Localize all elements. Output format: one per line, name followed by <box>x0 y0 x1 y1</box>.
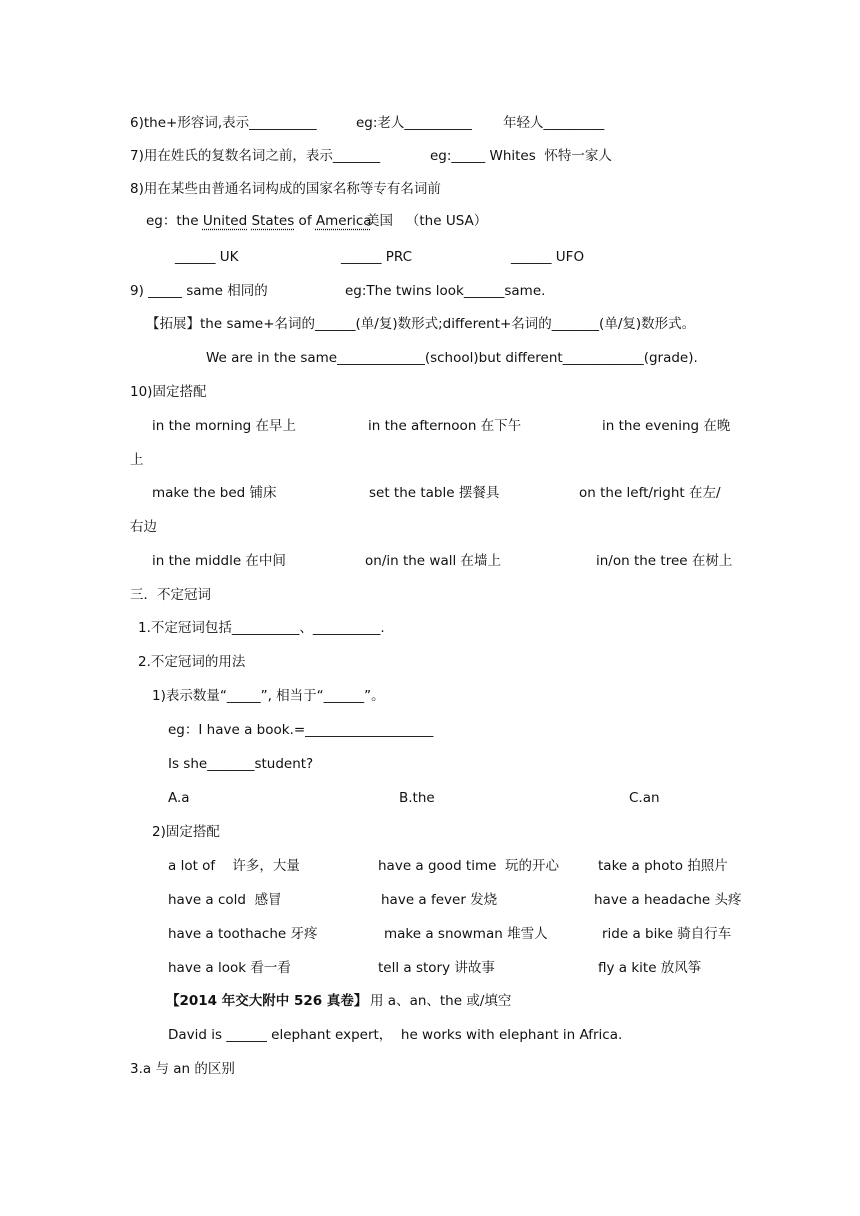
text-line: Is she_______student? <box>168 756 314 772</box>
text-line: 右边 <box>130 519 157 535</box>
text-line: 1.不定冠词包括__________、__________. <box>138 620 385 636</box>
text-line: on the left/right 在左/ <box>579 485 721 501</box>
text-line: have a toothache 牙疼 <box>168 926 318 942</box>
text-line: 年轻人_________ <box>503 115 605 131</box>
text-line: 2)固定搭配 <box>152 824 220 840</box>
text-line: ______ UK <box>175 249 239 265</box>
text-line: eg:The twins look______same. <box>345 283 546 299</box>
text-line: in/on the tree 在树上 <box>596 553 733 569</box>
exam-source: 【2014 年交大附中 526 真卷】 <box>166 993 368 1009</box>
text-line: 用 a、an、the 或/填空 <box>370 993 512 1009</box>
text-line: 【拓展】the same+名词的______(单/复)数形式;different+名词的_______(单/复)数形式。 <box>146 316 696 332</box>
option-b: B.the <box>399 790 435 806</box>
text-line: take a photo 拍照片 <box>598 858 728 874</box>
text-line: in the afternoon 在下午 <box>368 418 522 434</box>
text-line: 上 <box>130 452 144 468</box>
text-line: fly a kite 放风筝 <box>598 960 702 976</box>
text-line: eg:老人__________ <box>356 115 472 131</box>
emphasized-word: States <box>251 213 295 229</box>
text-line: in the middle 在中间 <box>152 553 286 569</box>
option-c: C.an <box>629 790 660 806</box>
text-run: of <box>294 213 316 229</box>
text-line: ______ PRC <box>341 249 413 265</box>
text-line: have a good time 玩的开心 <box>378 858 560 874</box>
text-line: 美国 （the USA） <box>366 213 488 229</box>
option-a: A.a <box>168 790 190 806</box>
text-line: 10)固定搭配 <box>130 384 207 400</box>
text-line: eg：I have a book.=___________________ <box>168 722 434 738</box>
text-line: David is ______ elephant expert， he works with elephant in Africa. <box>168 1027 623 1043</box>
text-line: have a cold 感冒 <box>168 892 282 908</box>
text-line: on/in the wall 在墙上 <box>365 553 502 569</box>
text-line: have a look 看一看 <box>168 960 291 976</box>
text-line: make the bed 铺床 <box>152 485 277 501</box>
text-line: make a snowman 堆雪人 <box>384 926 548 942</box>
text-line: have a fever 发烧 <box>381 892 498 908</box>
text-line: in the evening 在晚 <box>602 418 731 434</box>
emphasized-word: America <box>315 213 372 229</box>
text-line: set the table 摆餐具 <box>369 485 500 501</box>
text-line: a lot of 许多，大量 <box>168 858 300 874</box>
text-line: 9) _____ same 相同的 <box>130 283 268 299</box>
emphasized-word: United <box>202 213 248 229</box>
text-run: eg：the <box>146 213 203 229</box>
text-line: 6)the+形容词,表示__________ <box>130 115 317 131</box>
text-line: 8)用在某些由普通名词构成的国家名称等专有名词前 <box>130 181 441 197</box>
text-line: ride a bike 骑自行车 <box>602 926 732 942</box>
text-line: in the morning 在早上 <box>152 418 296 434</box>
text-line <box>146 211 372 231</box>
text-line: ______ UFO <box>511 249 585 265</box>
section-heading: 三．不定冠词 <box>130 587 211 603</box>
text-line: have a headache 头疼 <box>594 892 742 908</box>
text-line: 1)表示数量“_____”, 相当于“______”。 <box>152 688 385 704</box>
text-line: tell a story 讲故事 <box>378 960 495 976</box>
text-line: 2.不定冠词的用法 <box>138 654 246 670</box>
text-line: eg:_____ Whites 怀特一家人 <box>430 148 612 164</box>
text-line: We are in the same_____________(school)but different____________(grade). <box>206 350 698 366</box>
text-line: 7)用在姓氏的复数名词之前，表示_______ <box>130 148 381 164</box>
text-line: 3.a 与 an 的区别 <box>130 1061 235 1077</box>
